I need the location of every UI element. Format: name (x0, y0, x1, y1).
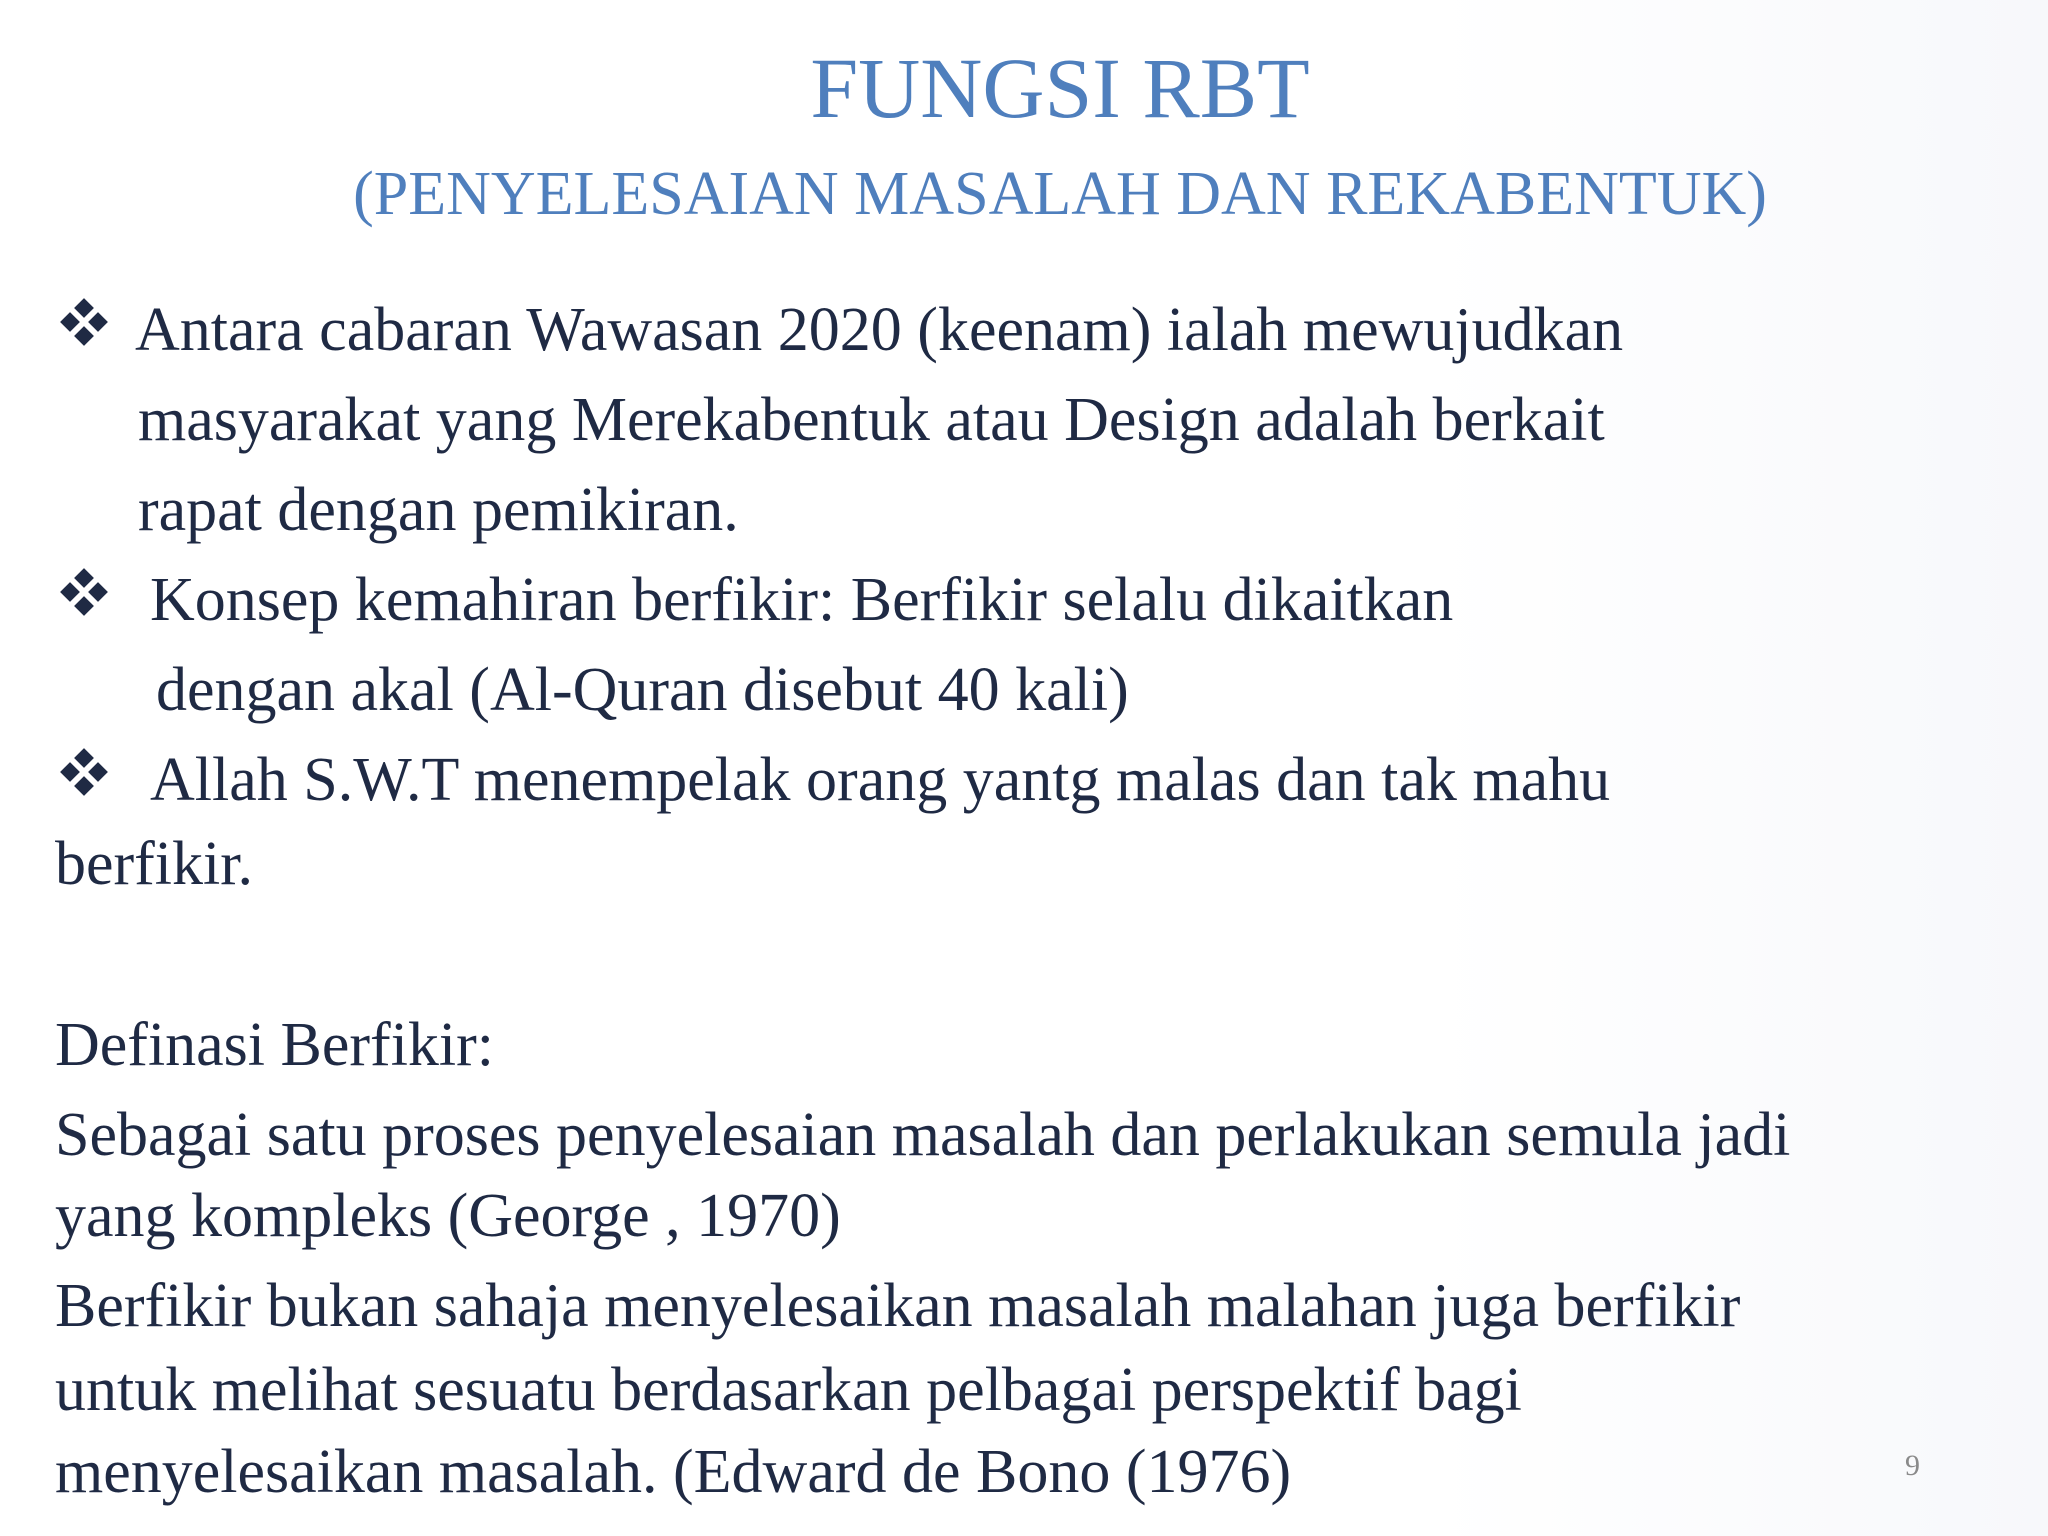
four-diamond-bullet-icon (62, 300, 106, 344)
bullet-2-line-2: dengan akal (Al-Quran disebut 40 kali) (156, 656, 1129, 724)
page-number: 9 (1905, 1449, 1920, 1482)
slide-subtitle: (PENYELESAIAN MASALAH DAN REKABENTUK) (353, 160, 1767, 228)
bullet-3-line-1: Allah S.W.T menempelak orang yantg malas dan tak mahu (150, 746, 1611, 814)
definition-line-4: untuk melihat sesuatu berdasarkan pelbagai perspektif bagi (55, 1356, 1522, 1424)
four-diamond-bullet-icon (62, 570, 106, 614)
definition-line-1: Sebagai satu proses penyelesaian masalah dan perlakukan semula jadi (55, 1101, 1791, 1169)
definition-line-2: yang kompleks (George , 1970) (55, 1182, 841, 1250)
bullet-2-line-1: Konsep kemahiran berfikir: Berfikir selalu dikaitkan (150, 566, 1454, 634)
bullet-3-line-2: berfikir. (55, 830, 253, 898)
bullet-1-line-2: masyarakat yang Merekabentuk atau Design adalah berkait (138, 386, 1605, 454)
four-diamond-bullet-icon (62, 750, 106, 794)
definition-line-5: menyelesaikan masalah. (Edward de Bono (1976) (55, 1438, 1292, 1506)
bullet-1-line-3: rapat dengan pemikiran. (138, 476, 739, 544)
definition-heading: Definasi Berfikir: (55, 1011, 495, 1079)
slide-title: FUNGSI RBT (810, 40, 1310, 136)
definition-line-3: Berfikir bukan sahaja menyelesaikan masalah malahan juga berfikir (55, 1272, 1741, 1340)
bullet-1-line-1: Antara cabaran Wawasan 2020 (keenam) ialah mewujudkan (135, 296, 1624, 364)
